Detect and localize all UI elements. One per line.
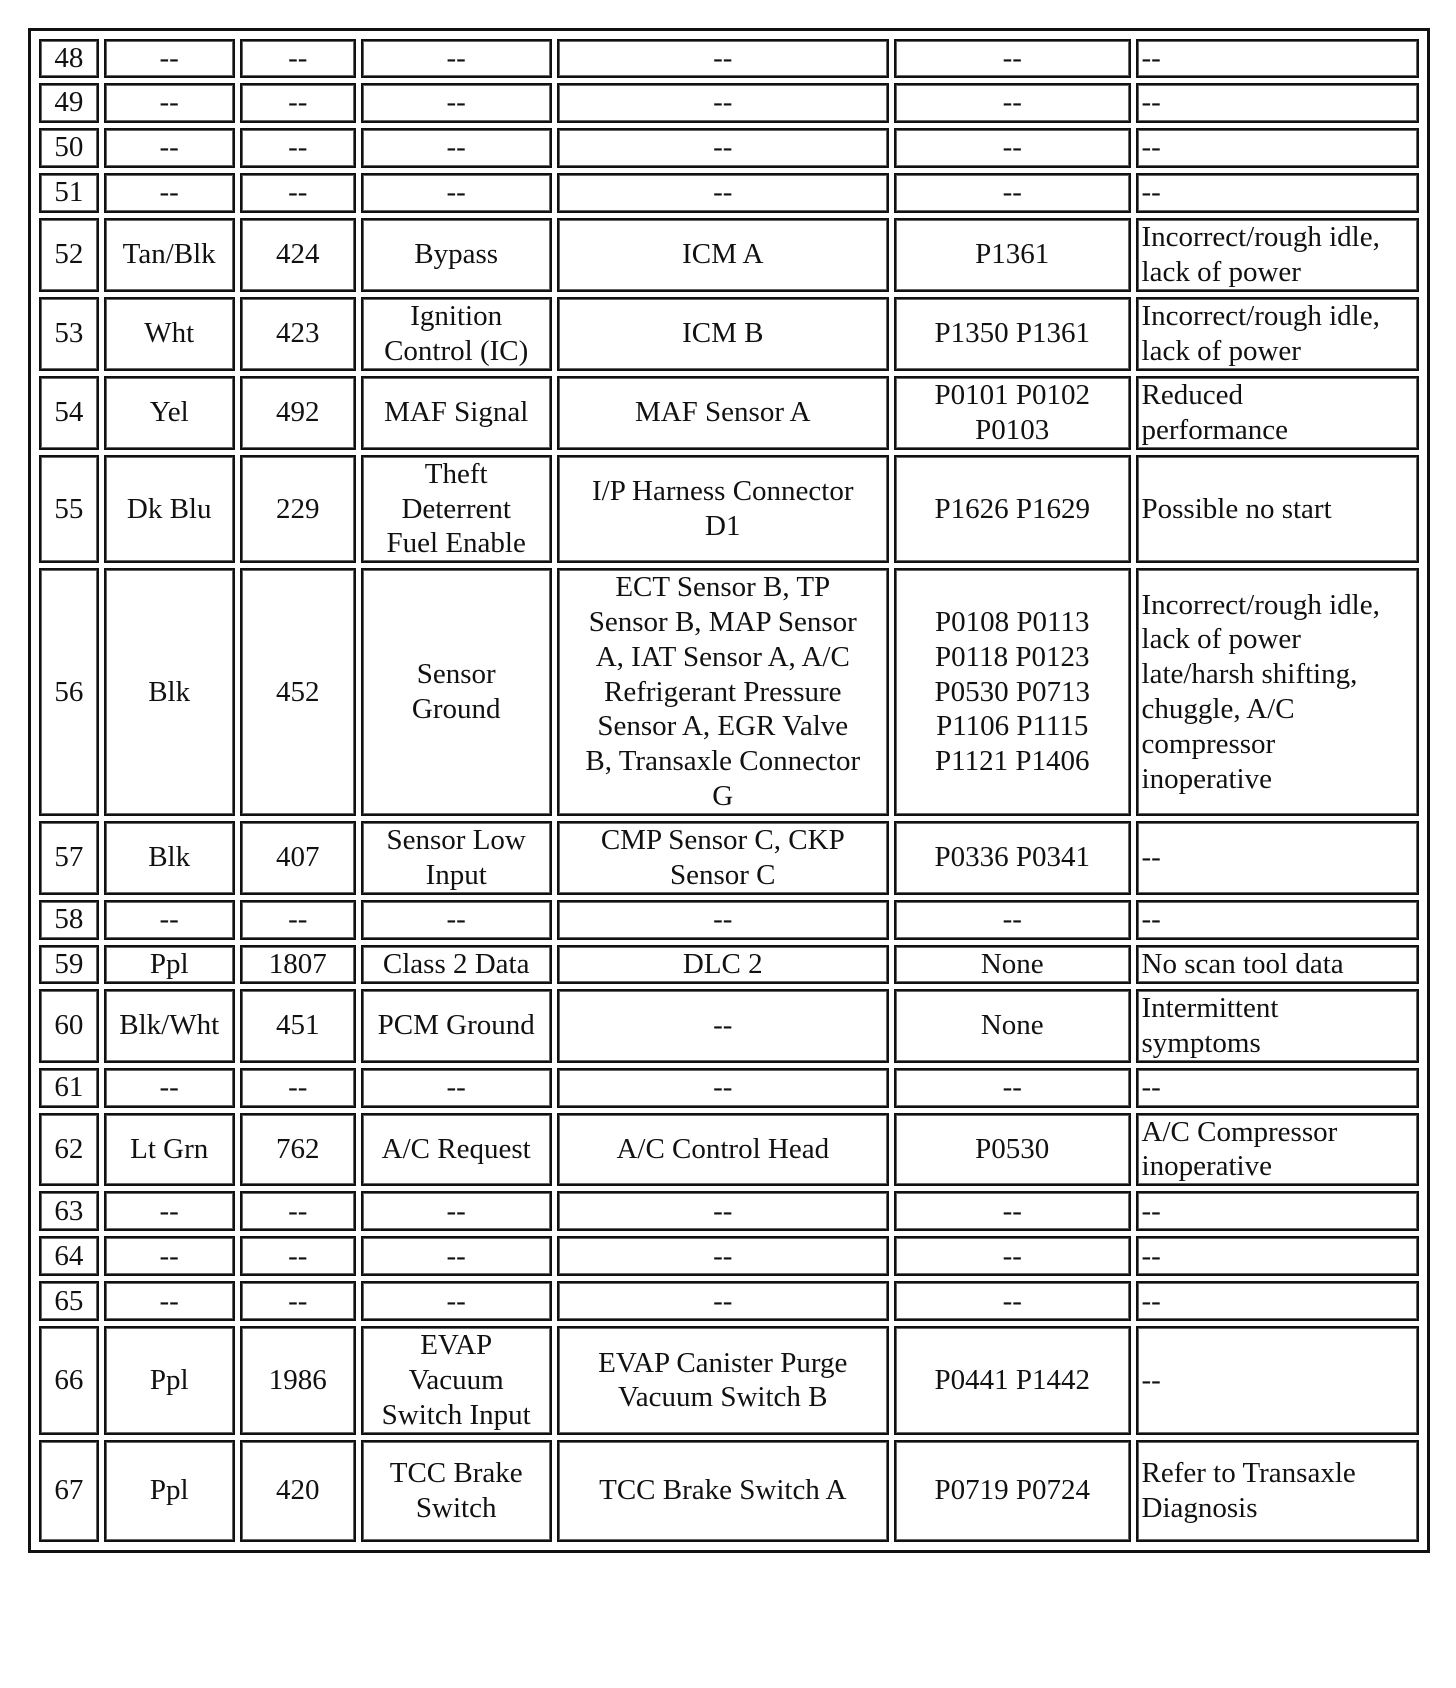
dtc-cell: P0441 P1442 — [894, 1326, 1131, 1434]
dtc-cell: -- — [894, 1281, 1131, 1321]
table-row — [39, 83, 1419, 123]
pin-cell: 59 — [39, 945, 99, 984]
color-cell: -- — [104, 1281, 235, 1321]
dtc-cell: P0108 P0113 P0118 P0123 P0530 P0713 P1106 P1115 P1121 P1406 — [894, 568, 1131, 816]
pin-cell: 50 — [39, 128, 99, 168]
effect-cell: Incorrect/rough idle, lack of power — [1136, 297, 1419, 371]
component-cell: -- — [557, 173, 889, 213]
table-row — [39, 1281, 1419, 1321]
component-cell: EVAP Canister Purge Vacuum Switch B — [557, 1326, 889, 1434]
effect-cell: -- — [1136, 1191, 1419, 1231]
effect-cell: -- — [1136, 1281, 1419, 1321]
component-cell: -- — [557, 900, 889, 940]
pin-cell: 67 — [39, 1440, 99, 1542]
pin-cell: 57 — [39, 821, 99, 895]
effect-cell: No scan tool data — [1136, 945, 1419, 984]
dtc-cell: P0530 — [894, 1113, 1131, 1187]
function-cell: -- — [361, 173, 552, 213]
table-row — [39, 39, 1419, 78]
pin-table-body — [39, 39, 1419, 1542]
circuit-cell: -- — [240, 1281, 356, 1321]
component-cell: -- — [557, 1191, 889, 1231]
dtc-cell: P0336 P0341 — [894, 821, 1131, 895]
table-row — [39, 128, 1419, 168]
table-row — [39, 821, 1419, 895]
pin-cell: 56 — [39, 568, 99, 816]
component-cell: DLC 2 — [557, 945, 889, 984]
table-row — [39, 900, 1419, 940]
table-row — [39, 1113, 1419, 1187]
function-cell: Class 2 Data — [361, 945, 552, 984]
pin-cell: 64 — [39, 1236, 99, 1276]
dtc-cell: -- — [894, 900, 1131, 940]
component-cell: -- — [557, 39, 889, 78]
function-cell: -- — [361, 1281, 552, 1321]
dtc-cell: None — [894, 945, 1131, 984]
circuit-cell: -- — [240, 900, 356, 940]
circuit-cell: -- — [240, 1236, 356, 1276]
circuit-cell: 762 — [240, 1113, 356, 1187]
circuit-cell: 424 — [240, 218, 356, 292]
effect-cell: Possible no start — [1136, 455, 1419, 563]
circuit-cell: 1807 — [240, 945, 356, 984]
dtc-cell: -- — [894, 173, 1131, 213]
component-cell: MAF Sensor A — [557, 376, 889, 450]
function-cell: -- — [361, 1236, 552, 1276]
color-cell: -- — [104, 1068, 235, 1108]
pin-cell: 63 — [39, 1191, 99, 1231]
circuit-cell: 451 — [240, 989, 356, 1063]
function-cell: Bypass — [361, 218, 552, 292]
table-row — [39, 945, 1419, 984]
effect-cell: Incorrect/rough idle, lack of power — [1136, 218, 1419, 292]
circuit-cell: 492 — [240, 376, 356, 450]
circuit-cell: 452 — [240, 568, 356, 816]
color-cell: Lt Grn — [104, 1113, 235, 1187]
dtc-cell: -- — [894, 1068, 1131, 1108]
circuit-cell: -- — [240, 83, 356, 123]
dtc-cell: -- — [894, 1191, 1131, 1231]
table-row — [39, 376, 1419, 450]
function-cell: Theft Deterrent Fuel Enable — [361, 455, 552, 563]
effect-cell: Reduced performance — [1136, 376, 1419, 450]
pin-cell: 52 — [39, 218, 99, 292]
circuit-cell: -- — [240, 128, 356, 168]
circuit-cell: 407 — [240, 821, 356, 895]
color-cell: -- — [104, 173, 235, 213]
color-cell: Blk/Wht — [104, 989, 235, 1063]
function-cell: TCC Brake Switch — [361, 1440, 552, 1542]
table-row — [39, 455, 1419, 563]
function-cell: -- — [361, 39, 552, 78]
component-cell: TCC Brake Switch A — [557, 1440, 889, 1542]
color-cell: Yel — [104, 376, 235, 450]
component-cell: CMP Sensor C, CKP Sensor C — [557, 821, 889, 895]
circuit-cell: -- — [240, 1068, 356, 1108]
color-cell: Tan/Blk — [104, 218, 235, 292]
dtc-cell: -- — [894, 128, 1131, 168]
pin-cell: 66 — [39, 1326, 99, 1434]
effect-cell: -- — [1136, 128, 1419, 168]
table-row — [39, 1068, 1419, 1108]
effect-cell: Intermittent symptoms — [1136, 989, 1419, 1063]
pin-cell: 54 — [39, 376, 99, 450]
table-row — [39, 989, 1419, 1063]
component-cell: -- — [557, 989, 889, 1063]
pin-table-frame — [28, 28, 1430, 1553]
effect-cell: A/C Compressor inoperative — [1136, 1113, 1419, 1187]
color-cell: Wht — [104, 297, 235, 371]
effect-cell: -- — [1136, 83, 1419, 123]
effect-cell: -- — [1136, 1326, 1419, 1434]
circuit-cell: 1986 — [240, 1326, 356, 1434]
effect-cell: -- — [1136, 821, 1419, 895]
function-cell: Sensor Low Input — [361, 821, 552, 895]
effect-cell: Refer to Transaxle Diagnosis — [1136, 1440, 1419, 1542]
pin-cell: 60 — [39, 989, 99, 1063]
color-cell: -- — [104, 1191, 235, 1231]
pin-cell: 51 — [39, 173, 99, 213]
pin-cell: 53 — [39, 297, 99, 371]
function-cell: Ignition Control (IC) — [361, 297, 552, 371]
color-cell: Ppl — [104, 1440, 235, 1542]
pin-cell: 58 — [39, 900, 99, 940]
circuit-cell: 423 — [240, 297, 356, 371]
function-cell: -- — [361, 900, 552, 940]
dtc-cell: -- — [894, 39, 1131, 78]
table-row — [39, 568, 1419, 816]
component-cell: ICM A — [557, 218, 889, 292]
dtc-cell: P1361 — [894, 218, 1131, 292]
color-cell: -- — [104, 83, 235, 123]
color-cell: Dk Blu — [104, 455, 235, 563]
dtc-cell: P0101 P0102 P0103 — [894, 376, 1131, 450]
circuit-cell: -- — [240, 39, 356, 78]
color-cell: -- — [104, 1236, 235, 1276]
table-row — [39, 1191, 1419, 1231]
effect-cell: -- — [1136, 1068, 1419, 1108]
color-cell: Ppl — [104, 1326, 235, 1434]
table-row — [39, 1236, 1419, 1276]
function-cell: -- — [361, 128, 552, 168]
dtc-cell: P0719 P0724 — [894, 1440, 1131, 1542]
dtc-cell: None — [894, 989, 1131, 1063]
function-cell: PCM Ground — [361, 989, 552, 1063]
component-cell: ECT Sensor B, TP Sensor B, MAP Sensor A, IAT Sensor A, A/C Refrigerant Pressure Sensor A, EGR Valve B, Transaxle Connector G — [557, 568, 889, 816]
component-cell: -- — [557, 128, 889, 168]
function-cell: -- — [361, 83, 552, 123]
effect-cell: -- — [1136, 1236, 1419, 1276]
dtc-cell: -- — [894, 83, 1131, 123]
color-cell: -- — [104, 39, 235, 78]
pin-cell: 62 — [39, 1113, 99, 1187]
component-cell: -- — [557, 1281, 889, 1321]
pin-cell: 55 — [39, 455, 99, 563]
table-row — [39, 297, 1419, 371]
effect-cell: -- — [1136, 39, 1419, 78]
dtc-cell: P1626 P1629 — [894, 455, 1131, 563]
component-cell: -- — [557, 83, 889, 123]
component-cell: A/C Control Head — [557, 1113, 889, 1187]
circuit-cell: -- — [240, 173, 356, 213]
color-cell: -- — [104, 128, 235, 168]
effect-cell: -- — [1136, 900, 1419, 940]
function-cell: EVAP Vacuum Switch Input — [361, 1326, 552, 1434]
function-cell: -- — [361, 1191, 552, 1231]
dtc-cell: -- — [894, 1236, 1131, 1276]
circuit-cell: 420 — [240, 1440, 356, 1542]
dtc-cell: P1350 P1361 — [894, 297, 1131, 371]
function-cell: Sensor Ground — [361, 568, 552, 816]
function-cell: MAF Signal — [361, 376, 552, 450]
component-cell: -- — [557, 1236, 889, 1276]
pin-cell: 48 — [39, 39, 99, 78]
table-row — [39, 173, 1419, 213]
color-cell: Blk — [104, 568, 235, 816]
component-cell: -- — [557, 1068, 889, 1108]
color-cell: Ppl — [104, 945, 235, 984]
pin-cell: 65 — [39, 1281, 99, 1321]
color-cell: -- — [104, 900, 235, 940]
function-cell: A/C Request — [361, 1113, 552, 1187]
pin-cell: 49 — [39, 83, 99, 123]
table-row — [39, 1326, 1419, 1434]
circuit-cell: 229 — [240, 455, 356, 563]
effect-cell: -- — [1136, 173, 1419, 213]
circuit-cell: -- — [240, 1191, 356, 1231]
component-cell: I/P Harness Connector D1 — [557, 455, 889, 563]
color-cell: Blk — [104, 821, 235, 895]
component-cell: ICM B — [557, 297, 889, 371]
table-row — [39, 218, 1419, 292]
pin-cell: 61 — [39, 1068, 99, 1108]
effect-cell: Incorrect/rough idle, lack of power late/harsh shifting, chuggle, A/C compressor inoperative — [1136, 568, 1419, 816]
function-cell: -- — [361, 1068, 552, 1108]
table-row — [39, 1440, 1419, 1542]
pin-table — [34, 34, 1424, 1547]
